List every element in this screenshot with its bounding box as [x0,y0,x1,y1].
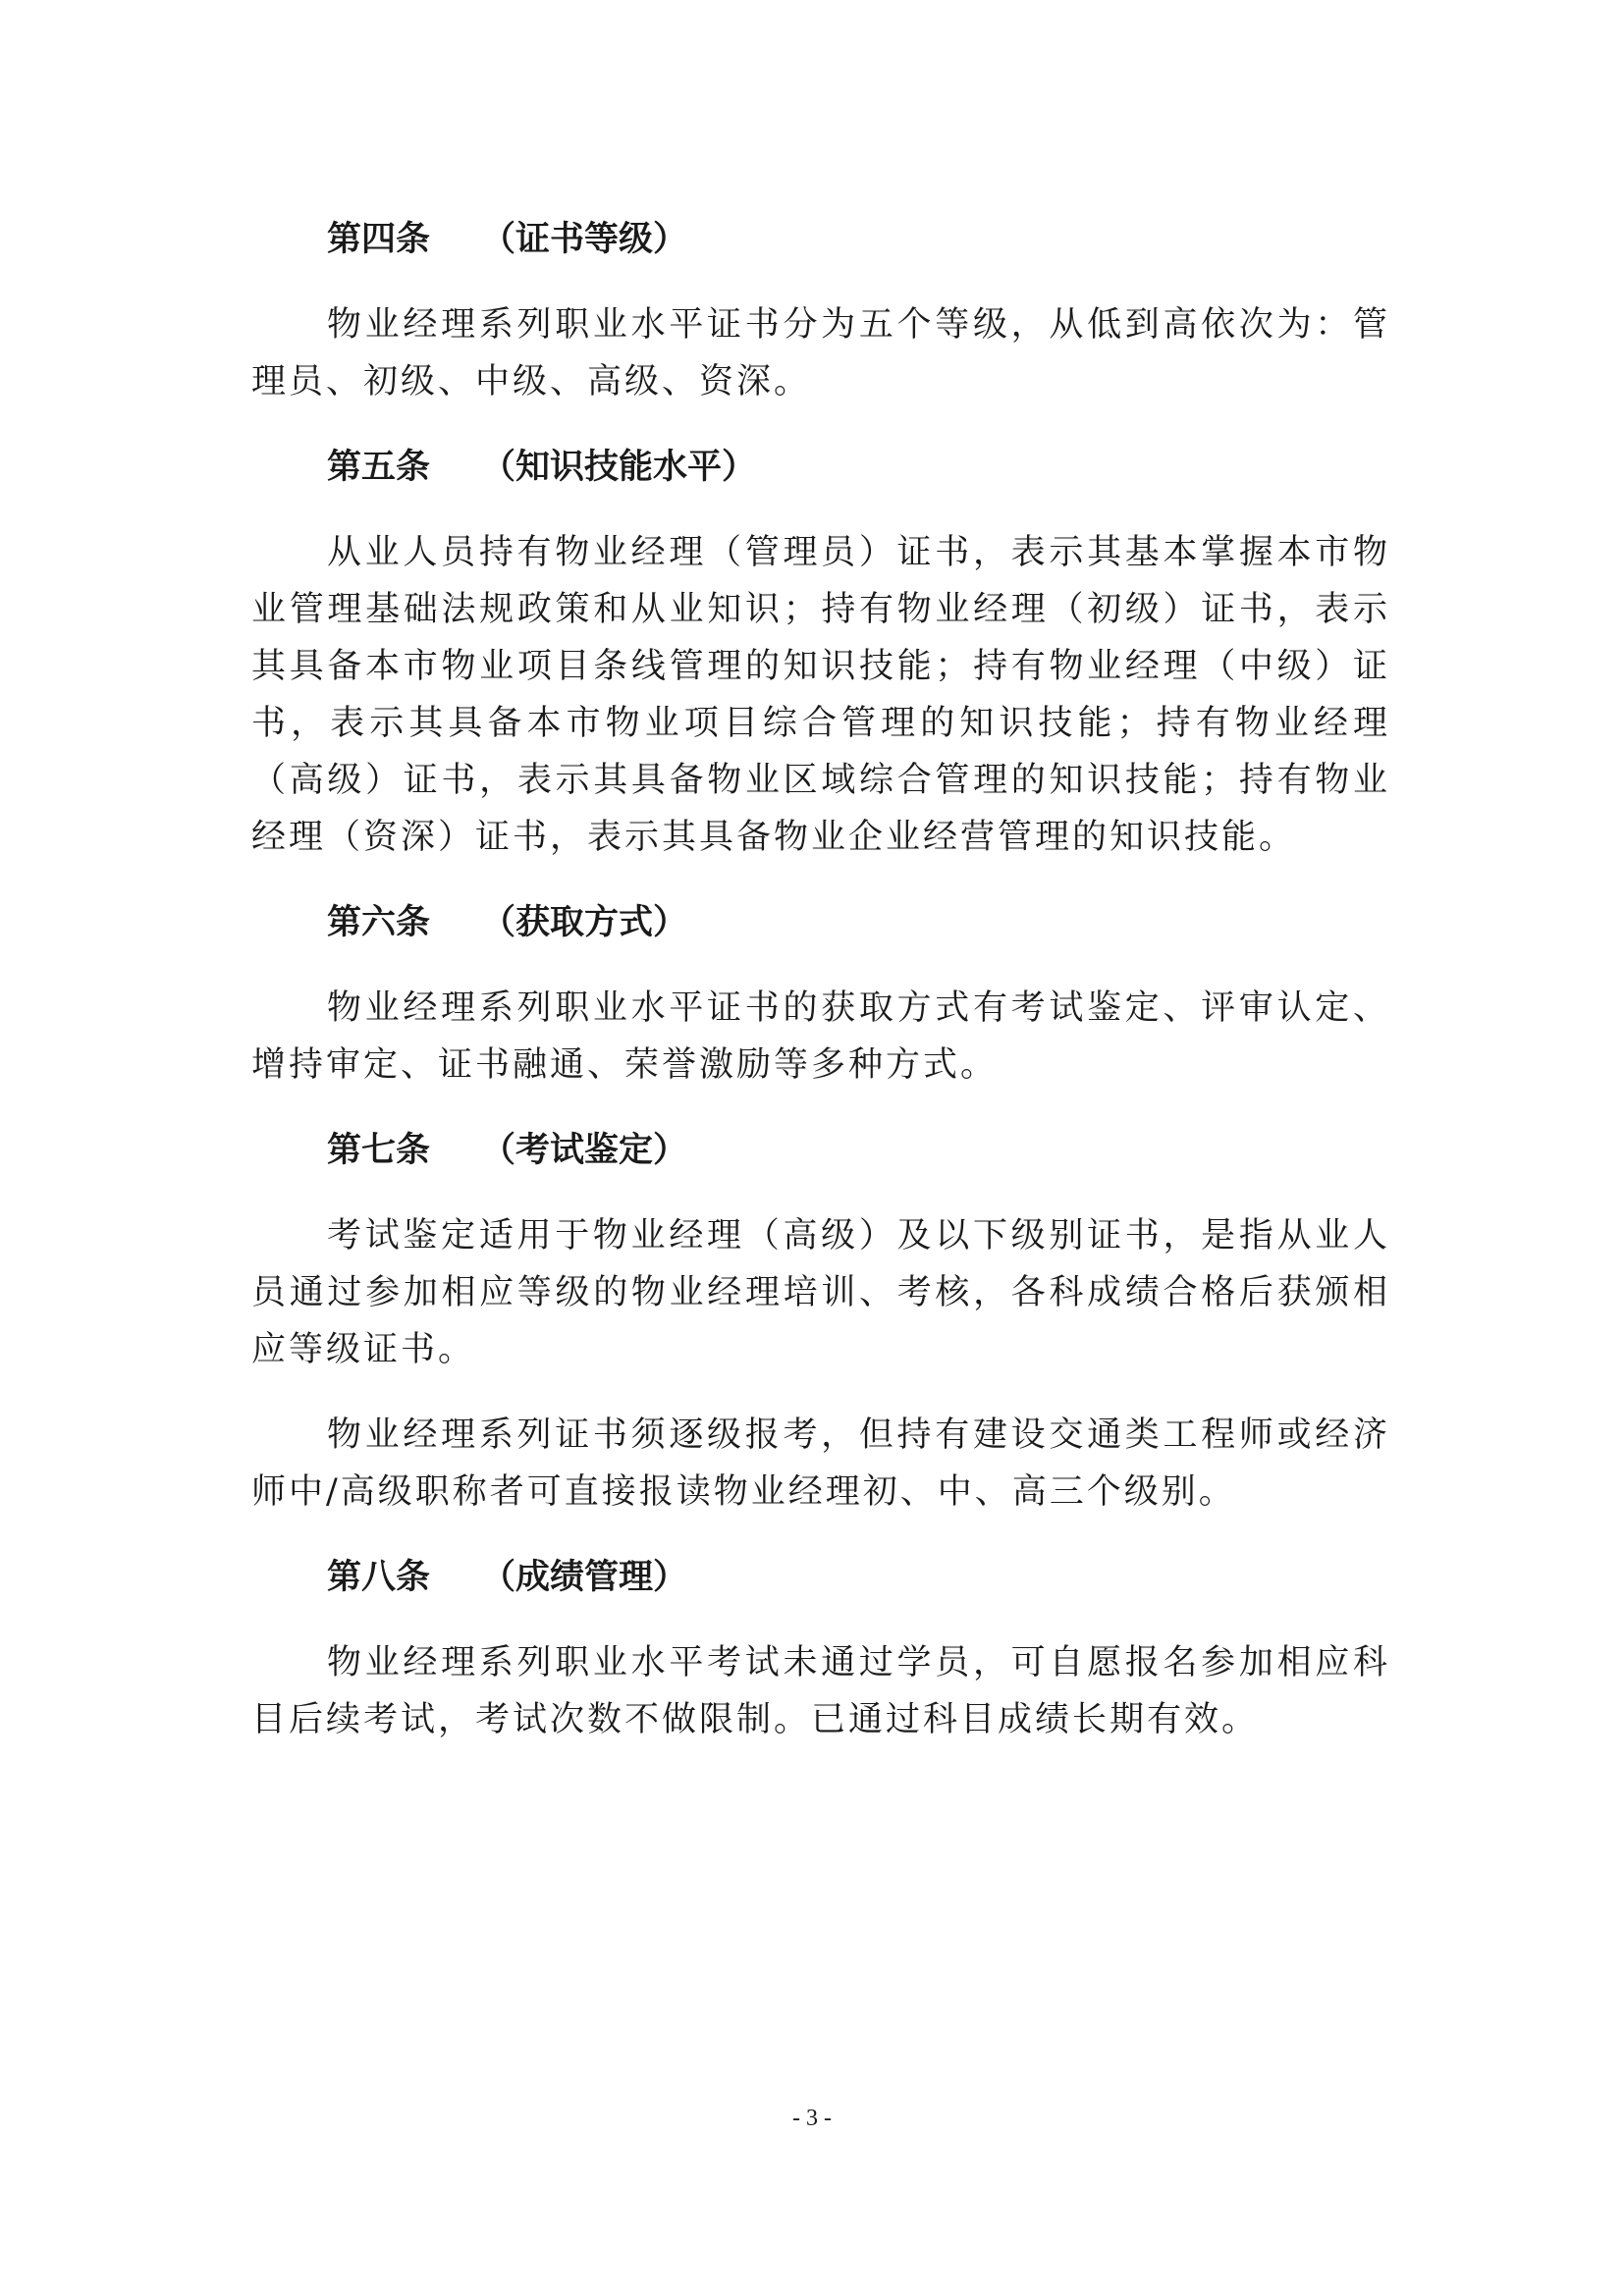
article-paragraph: 考试鉴定适用于物业经理（高级）及以下级别证书，是指从业人员通过参加相应等级的物业经理培训、考核，各科成绩合格后获颁相应等级证书。 [251,1216,1390,1369]
article-number: 第八条 [327,1558,431,1597]
article-title: （考试鉴定） [481,1131,688,1170]
article-5 [251,439,1390,866]
article-heading [251,1549,1390,1606]
article-paragraph: 物业经理系列职业水平证书的获取方式有考试鉴定、评审认定、增持审定、证书融通、荣誉激励等多种方式。 [251,988,1390,1085]
article-title: （成绩管理） [481,1558,688,1597]
page-number: - 3 - [792,2106,832,2131]
article-paragraph: 物业经理系列证书须逐级报考，但持有建设交通类工程师或经济师中/高级职称者可直接报读物业经理初、中、高三个级别。 [251,1415,1390,1512]
article-heading [251,894,1390,951]
article-heading [251,1122,1390,1179]
article-4 [251,211,1390,410]
article-heading [251,439,1390,496]
article-number: 第七条 [327,1131,431,1170]
article-title: （获取方式） [481,903,688,942]
article-title: （证书等级） [481,220,688,259]
article-number: 第五条 [327,448,431,487]
article-heading [251,211,1390,268]
article-paragraph: 物业经理系列职业水平证书分为五个等级，从低到高依次为：管理员、初级、中级、高级、资深。 [251,305,1390,401]
article-number: 第四条 [327,220,431,259]
article-paragraph: 从业人员持有物业经理（管理员）证书，表示其基本掌握本市物业管理基础法规政策和从业知识；持有物业经理（初级）证书，表示其具备本市物业项目条线管理的知识技能；持有物业经理（中级）证书，表示其具备本市物业项目综合管理的知识技能；持有物业经理（高级）证书，表示其具备物业区域综合管理的知识技能；持有物业经理（资深）证书，表示其具备物业企业经营管理的知识技能。 [251,533,1390,857]
article-number: 第六条 [327,903,431,942]
article-6 [251,894,1390,1094]
article-title: （知识技能水平） [481,448,757,487]
article-8 [251,1549,1390,1748]
article-7 [251,1122,1390,1521]
document-page [251,211,1390,1777]
article-paragraph: 物业经理系列职业水平考试未通过学员，可自愿报名参加相应科目后续考试，考试次数不做限制。已通过科目成绩长期有效。 [251,1643,1390,1739]
